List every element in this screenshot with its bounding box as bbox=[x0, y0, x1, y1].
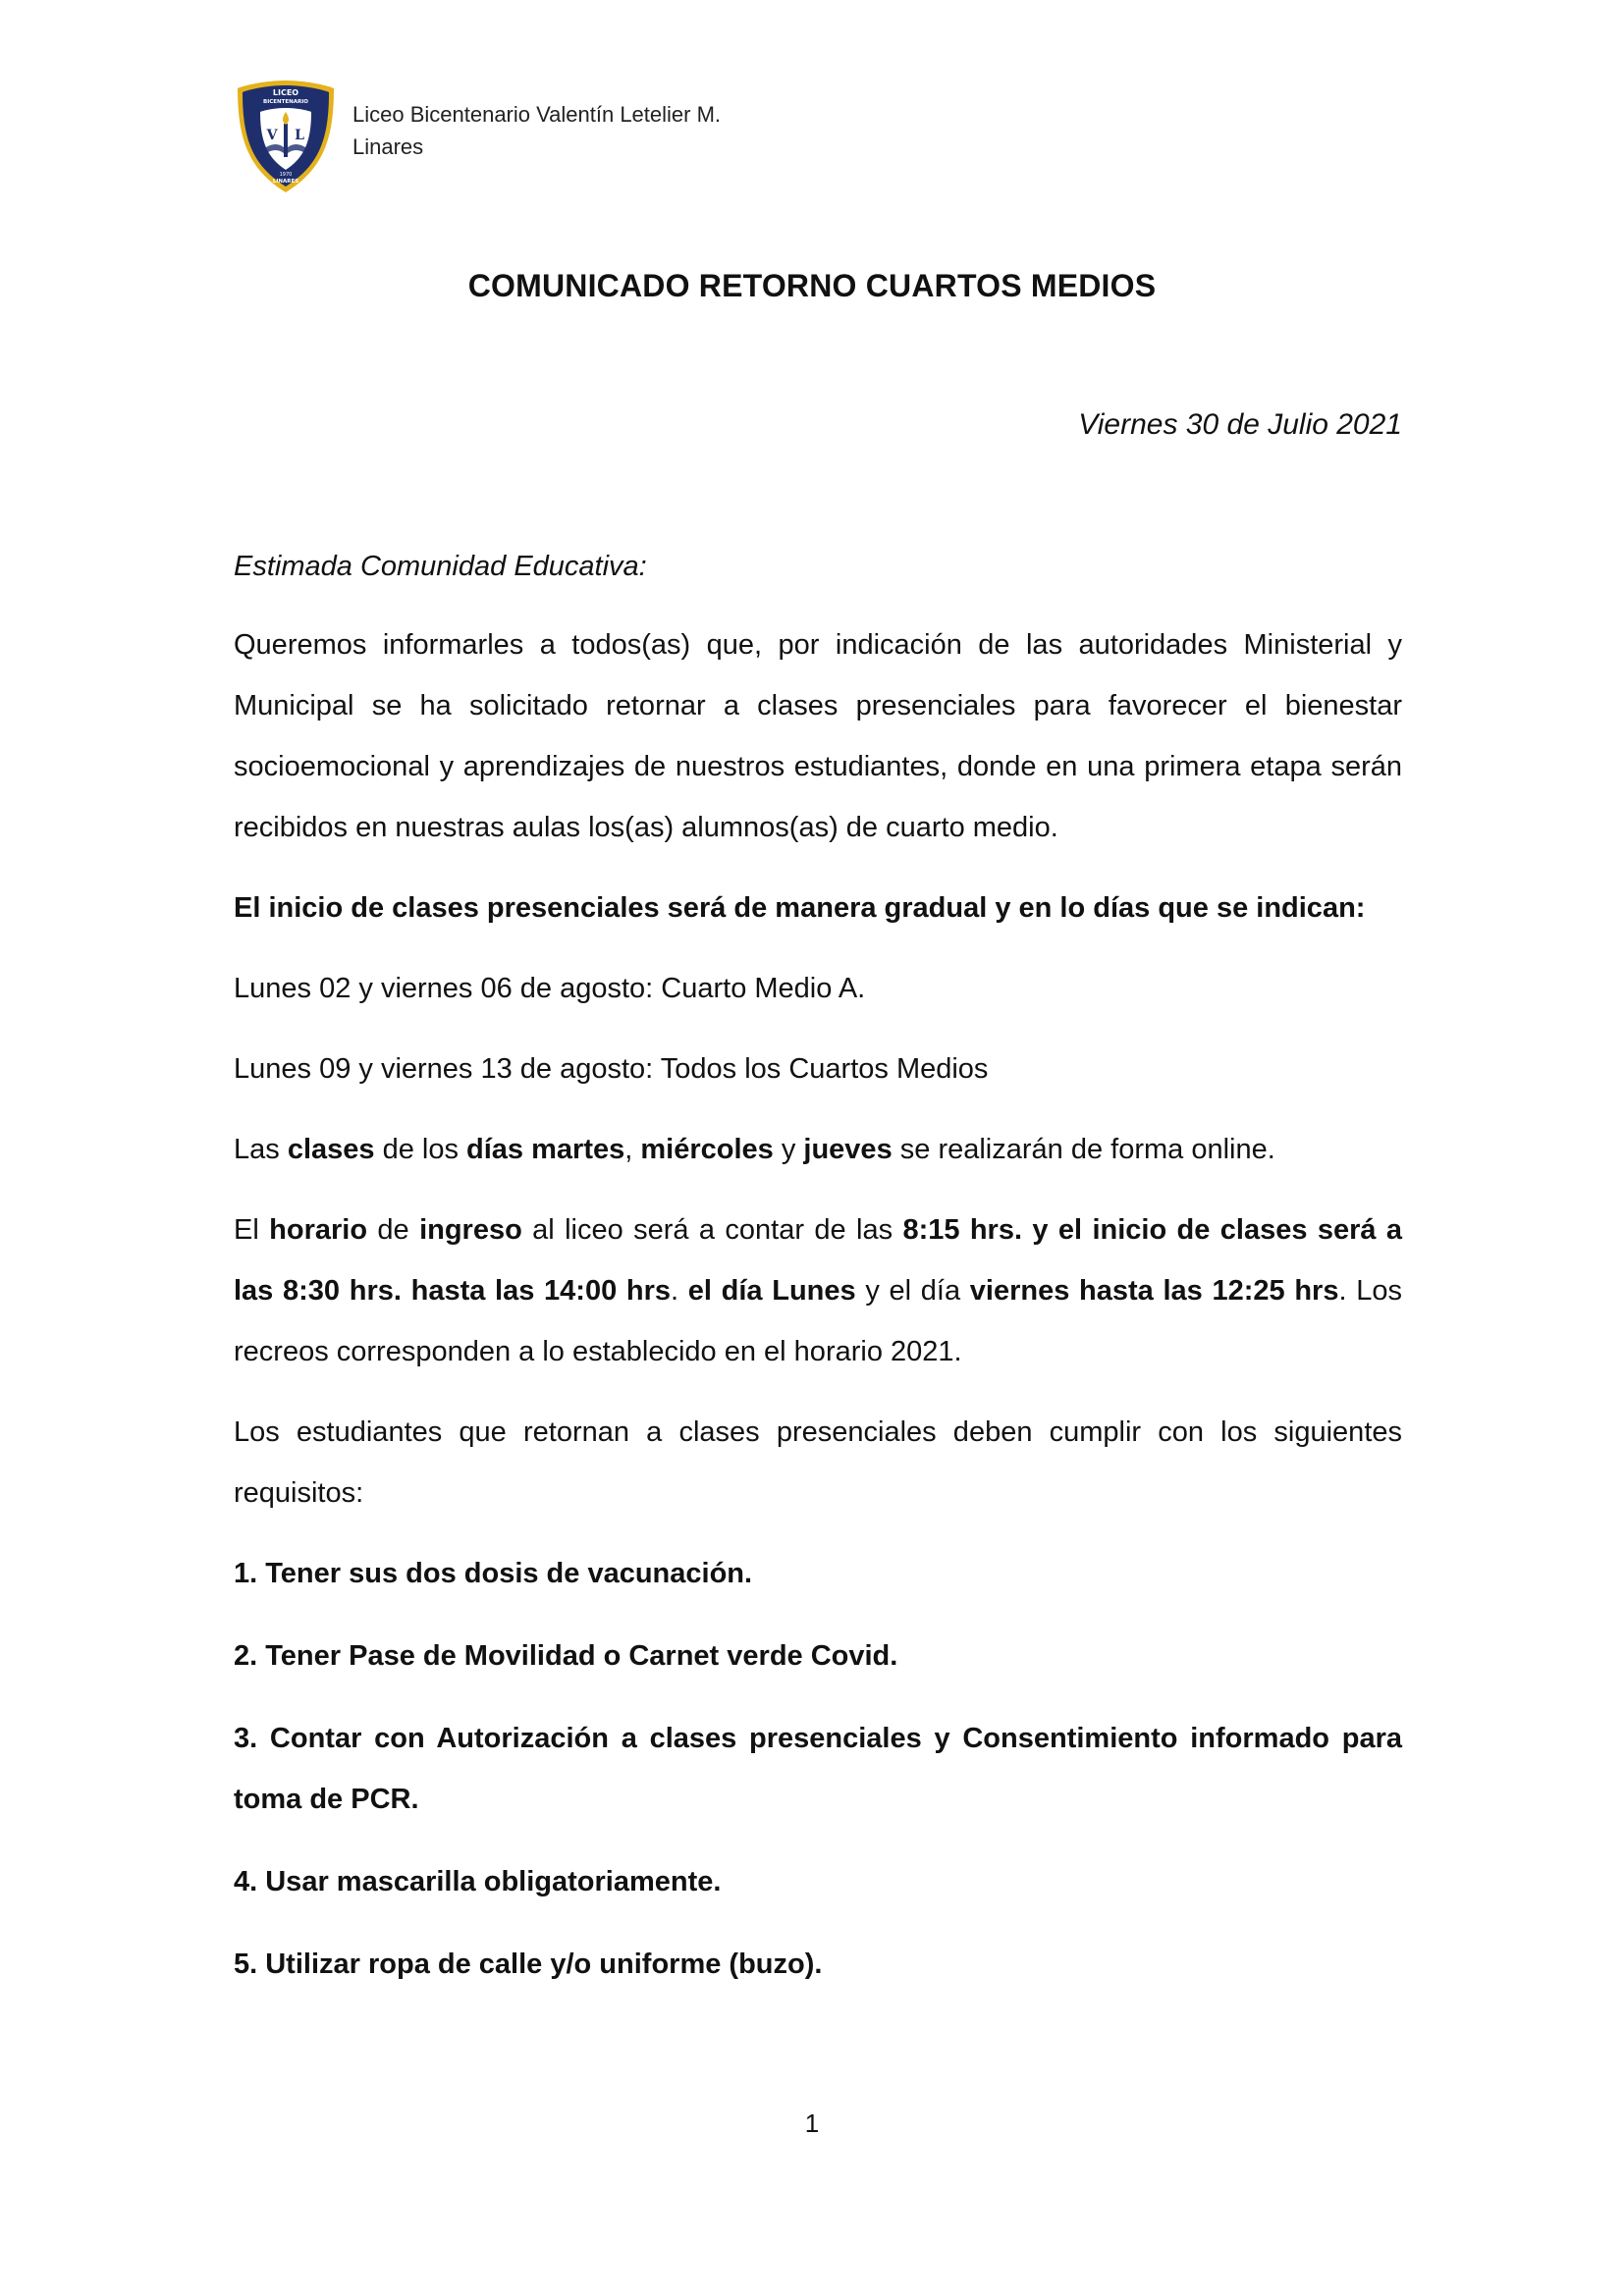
requirement-item: 3. Contar con Autorización a clases presenciales y Consentimiento informado para toma de PCR. bbox=[234, 1723, 1402, 1815]
school-info bbox=[352, 98, 721, 163]
schedule-hours-paragraph: El horario de ingreso al liceo será a contar de las 8:15 hrs. y el inicio de clases será a las 8:30 hrs. hasta las 14:00 hrs. el día Lunes y el día viernes hasta las 12:25 hrs. Los recreos corresponden a lo establecido en el horario 2021. bbox=[234, 1214, 1402, 1367]
requirement-item: 4. Usar mascarilla obligatoriamente. bbox=[234, 1866, 722, 1897]
requirements-list bbox=[234, 1543, 1402, 1995]
requirements-intro: Los estudiantes que retornan a clases presenciales deben cumplir con los siguientes requisitos: bbox=[234, 1416, 1402, 1509]
crest-letter-left: V bbox=[266, 128, 278, 143]
document-title: COMUNICADO RETORNO CUARTOS MEDIOS bbox=[467, 268, 1157, 303]
schedule-line-2: Lunes 09 y viernes 13 de agosto: Todos los Cuartos Medios bbox=[234, 1053, 989, 1085]
crest-text-top: LICEO bbox=[272, 88, 299, 97]
requirement-item: 2. Tener Pase de Movilidad o Carnet verde Covid. bbox=[234, 1640, 898, 1672]
crest-year: 1970 bbox=[279, 172, 293, 178]
requirement-item: 1. Tener sus dos dosis de vacunación. bbox=[234, 1558, 753, 1589]
document-body bbox=[234, 536, 1402, 2016]
page-number: 1 bbox=[804, 2109, 820, 2138]
school-crest-icon bbox=[234, 79, 338, 194]
crest-text-arc: BICENTENARIO bbox=[263, 99, 308, 105]
schedule-line-1: Lunes 02 y viernes 06 de agosto: Cuarto Medio A. bbox=[234, 973, 866, 1004]
school-city: Linares bbox=[352, 134, 424, 159]
crest-text-bottom: LINARES bbox=[272, 179, 299, 185]
intro-paragraph: Queremos informarles a todos(as) que, por indicación de las autoridades Ministerial y Municipal se ha solicitado retornar a clases presenciales para favorecer el bienestar socioemocional y aprendizajes de nuestros estudiantes, donde en una primera etapa serán recibidos en nuestras aulas los(as) alumnos(as) de cuarto medio. bbox=[234, 629, 1402, 843]
gradual-heading: El inicio de clases presenciales será de manera gradual y en lo días que se indican: bbox=[234, 892, 1366, 924]
letterhead bbox=[234, 79, 721, 194]
requirement-item: 5. Utilizar ropa de calle y/o uniforme (buzo). bbox=[234, 1949, 823, 1980]
school-name: Liceo Bicentenario Valentín Letelier M. bbox=[352, 102, 722, 127]
online-classes-paragraph: Las clases de los días martes, miércoles y jueves se realizarán de forma online. bbox=[234, 1134, 1275, 1165]
crest-letter-right: L bbox=[295, 128, 304, 143]
salutation: Estimada Comunidad Educativa: bbox=[234, 551, 647, 582]
document-date: Viernes 30 de Julio 2021 bbox=[1078, 408, 1402, 441]
